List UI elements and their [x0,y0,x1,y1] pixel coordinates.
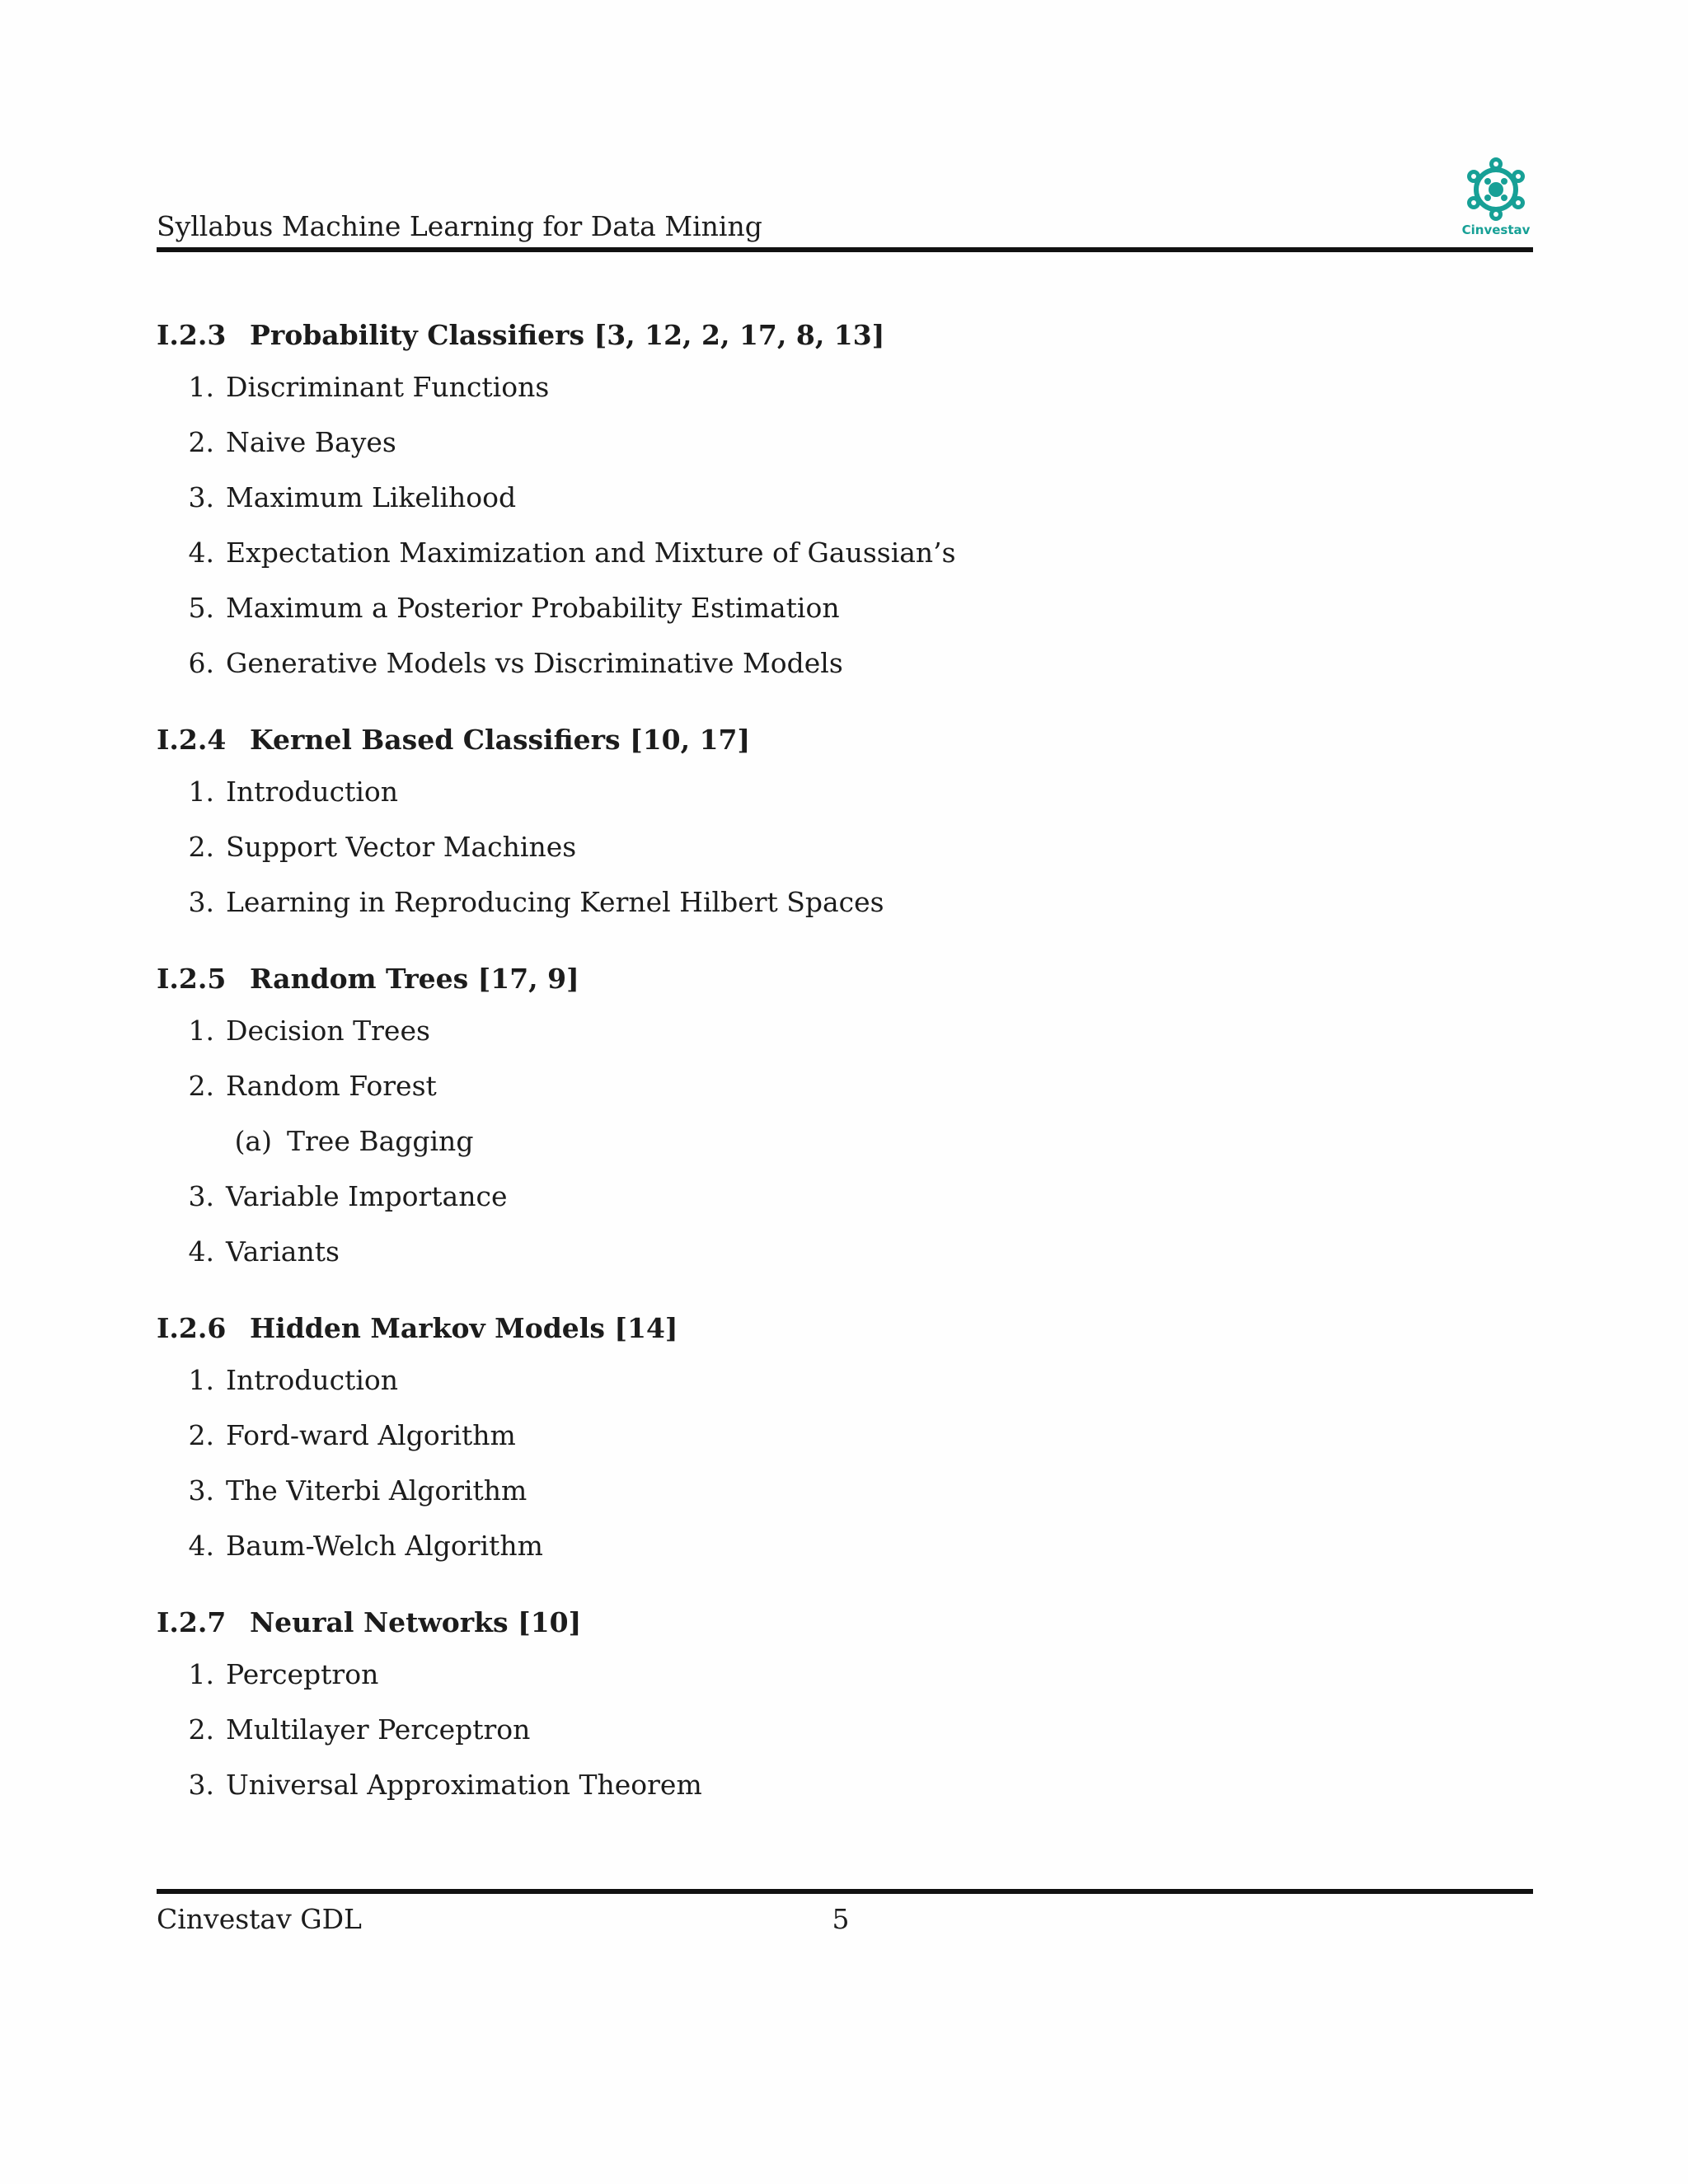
section-number: I.2.7 [157,1606,227,1638]
item-text: Learning in Reproducing Kernel Hilbert Spaces [226,886,884,918]
section-heading [157,1305,1533,1352]
item-number: 2. [188,831,214,863]
item-number: 1. [188,776,214,808]
section-number: I.2.5 [157,963,227,995]
item-number: 1. [188,1658,214,1690]
section-probability-classifiers [157,312,1533,691]
list-item [157,525,1533,580]
list-item [157,1058,1533,1113]
item-number: 2. [188,1713,214,1746]
section-number: I.2.4 [157,724,227,756]
section-number: I.2.3 [157,319,227,351]
list-item [157,1003,1533,1058]
item-number: 1. [188,1015,214,1047]
item-text: Introduction [226,776,398,808]
section-number: I.2.6 [157,1312,227,1344]
item-text: Maximum a Posterior Probability Estimation [226,592,840,624]
section-neural-networks [157,1599,1533,1812]
item-text: Multilayer Perceptron [226,1713,531,1746]
item-text: Random Forest [226,1070,437,1102]
item-text: Support Vector Machines [226,831,577,863]
item-text: Tree Bagging [287,1125,474,1157]
topic-list [157,764,1533,930]
list-item [157,1169,1533,1224]
section-heading [157,955,1533,1003]
item-text: Variable Importance [226,1180,508,1212]
page-header [157,157,1533,255]
item-text: Variants [226,1235,340,1268]
section-hidden-markov-models [157,1305,1533,1573]
item-number: 3. [188,1180,214,1212]
list-item [157,359,1533,415]
header-title: Syllabus Machine Learning for Data Mining [157,210,762,242]
item-text: Universal Approximation Theorem [226,1769,702,1801]
item-number: 2. [188,1419,214,1451]
item-number: 4. [188,537,214,569]
item-number: 3. [188,1769,214,1801]
item-number: 2. [188,426,214,458]
item-number: 3. [188,1474,214,1507]
list-item [157,1757,1533,1812]
syllabus-content [157,312,1533,1838]
item-text: Naive Bayes [226,426,396,458]
item-text: Discriminant Functions [226,371,550,403]
item-number: 5. [188,592,214,624]
section-heading [157,716,1533,764]
list-item [157,819,1533,874]
topic-list [157,359,1533,691]
item-text: Ford-ward Algorithm [226,1419,516,1451]
item-number: 2. [188,1070,214,1102]
list-item [157,470,1533,525]
cinvestav-logo [1459,157,1533,242]
section-title: Neural Networks [10] [250,1606,582,1638]
list-item [157,635,1533,691]
item-text: Introduction [226,1364,398,1396]
list-item [157,1702,1533,1757]
item-text: Generative Models vs Discriminative Models [226,647,843,679]
item-number: 1. [188,1364,214,1396]
item-text: Decision Trees [226,1015,430,1047]
list-item [157,764,1533,819]
footer-institution: Cinvestav GDL [157,1903,362,1935]
footer-rule [157,1889,1533,1894]
section-title: Random Trees [17, 9] [250,963,579,995]
section-heading [157,312,1533,359]
section-kernel-based-classifiers [157,716,1533,930]
header-rule [157,247,1533,252]
item-number: 4. [188,1530,214,1562]
list-item [157,580,1533,635]
section-title: Hidden Markov Models [14] [250,1312,678,1344]
list-item [157,1352,1533,1408]
list-item [157,415,1533,470]
item-number: 4. [188,1235,214,1268]
section-title: Kernel Based Classifiers [10, 17] [250,724,751,756]
item-text: Baum-Welch Algorithm [226,1530,543,1562]
item-text: Maximum Likelihood [226,481,517,513]
sub-list-item [157,1113,1533,1169]
section-title: Probability Classifiers [3, 12, 2, 17, 8, 13] [250,319,885,351]
item-text: The Viterbi Algorithm [226,1474,528,1507]
item-text: Expectation Maximization and Mixture of Gaussian’s [226,537,956,569]
topic-list [157,1352,1533,1573]
logo-text: Cinvestav [1461,223,1531,237]
item-number: 1. [188,371,214,403]
list-item [157,1224,1533,1279]
list-item [157,1647,1533,1702]
topic-list [157,1003,1533,1279]
list-item [157,1408,1533,1463]
page-number: 5 [832,1903,850,1935]
list-item [157,874,1533,930]
topic-list [157,1647,1533,1812]
item-number: 3. [188,481,214,513]
item-number: (a) [234,1125,272,1157]
item-text: Perceptron [226,1658,379,1690]
item-number: 3. [188,886,214,918]
list-item [157,1463,1533,1518]
item-number: 6. [188,647,214,679]
cinvestav-emblem-icon [1463,157,1529,221]
list-item [157,1518,1533,1573]
section-heading [157,1599,1533,1647]
section-random-trees [157,955,1533,1279]
